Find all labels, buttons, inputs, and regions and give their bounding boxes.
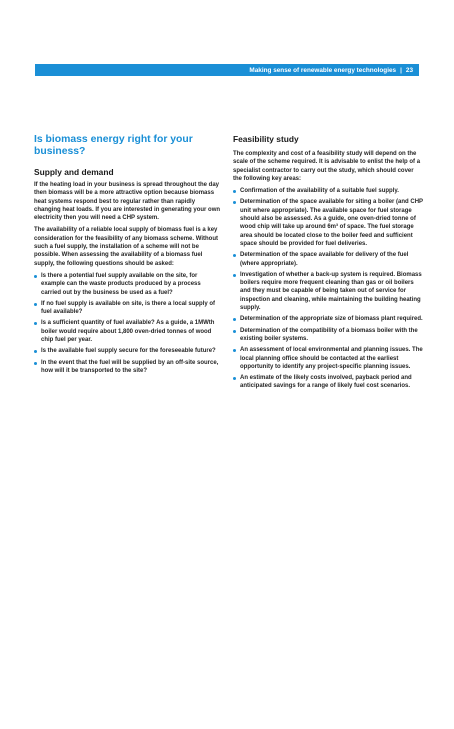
list-item: Determination of the space available for siting a boiler (and CHP unit where appropriate). The available space for fuel storage should also be assessed. As a guide, one oven-dried tonne of wood chip will take up around 6m³ of space. The fuel storage area should be located close to the boiler feed and sufficient space should be provided for fuel deliveries.: [233, 198, 423, 248]
paragraph: The availability of a reliable local supply of biomass fuel is a key consideration for the feasibility of any biomass scheme. Without such a fuel supply, the installation of a scheme will not be possible. When assessing the availability of a biomass fuel supply, the following questions should be asked:: [34, 227, 218, 267]
list-item: Determination of the space available for delivery of the fuel (where appropriate).: [233, 251, 423, 268]
paragraph: The complexity and cost of a feasibility study will depend on the scale of the scheme required. It is advisable to enlist the help of a specialist contractor to carry out the study, which should cover the following key areas:: [233, 151, 421, 182]
question-list: [34, 272, 222, 375]
list-item: An estimate of the likely costs involved, payback period and anticipated savings for a range of likely fuel cost scenarios.: [233, 374, 423, 391]
list-item: If no fuel supply is available on site, is there a local supply of fuel available?: [34, 300, 222, 317]
key-areas-list: [233, 187, 423, 391]
list-item: Is a sufficient quantity of fuel available? As a guide, a 1MWth boiler would require about 1,800 oven-dried tonnes of wood chip fuel per year.: [34, 319, 222, 344]
page-title: Is biomass energy right for your business?: [34, 134, 193, 157]
list-item: An assessment of local environmental and planning issues. The local planning office should be contacted at the earliest opportunity to identify any project-specific planning issues.: [233, 346, 423, 371]
page-number: 23: [405, 66, 413, 74]
section-title-feasibility-study: Feasibility study: [233, 134, 299, 144]
list-item: Is the available fuel supply secure for the foreseeable future?: [34, 347, 222, 355]
list-item: Is there a potential fuel supply available on the site, for example can the waste products produced by a process carried out by the business be used as a fuel?: [34, 272, 222, 297]
header-separator: |: [400, 66, 402, 74]
left-column: [34, 134, 222, 378]
list-item: Determination of the compatibility of a biomass boiler with the existing boiler systems.: [233, 327, 423, 344]
list-item: Investigation of whether a back-up system is required. Biomass boilers require more frequent cleaning than gas or oil boilers and they must be capable of being taken out of service for inspection and cleaning, while maintaining the building heating supply.: [233, 271, 423, 312]
paragraph: If the heating load in your business is spread throughout the day then biomass will be a more attractive option because biomass heat systems respond best to regular rather than rapidly changing heat loads. If you are interested in generating your own electricity then you will need a CHP system.: [34, 182, 221, 222]
list-item: In the event that the fuel will be supplied by an off-site source, how will it be transported to the site?: [34, 359, 222, 376]
section-title-supply-demand: Supply and demand: [34, 167, 114, 177]
running-title: Making sense of renewable energy technologies: [249, 66, 397, 74]
list-item: Determination of the appropriate size of biomass plant required.: [233, 315, 423, 323]
right-column: [233, 134, 423, 394]
running-header-bar: [35, 64, 419, 76]
list-item: Confirmation of the availability of a suitable fuel supply.: [233, 187, 423, 195]
